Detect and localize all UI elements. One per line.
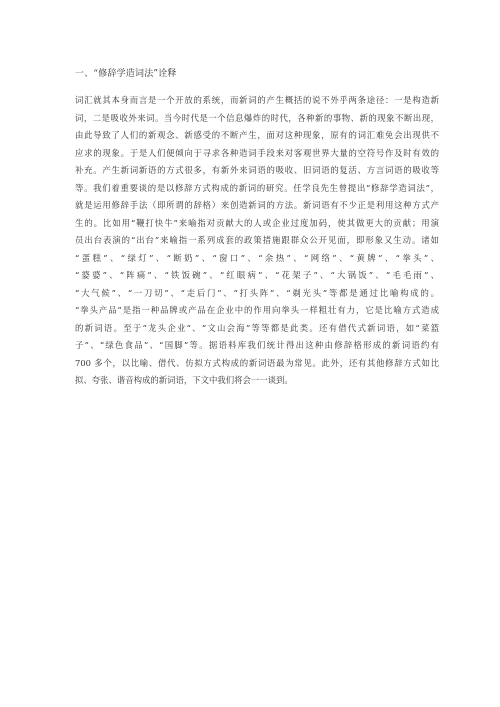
document-body	[75, 68, 439, 390]
text-line: 词汇就其本身而言是一个开放的系统，而新词的产生概括的说不外乎两条途径：一是构造新	[75, 95, 439, 105]
text-line: 就是运用修辞手法（即所谓的辞格）来创造新词的方法。新词语有不少正是利用这种方式产	[75, 200, 439, 210]
text-line: 词，二是吸收外来词。当今时代是一个信息爆炸的时代，各种新的事物、新的现象不断出现，	[75, 112, 439, 123]
text-line: 等。我们着重要谈的是以修辞方式构成的新词的研究。任学良先生曾提出“修辞学造词法”，	[75, 182, 439, 193]
text-line: 员出台表演的“出台”来喻指一系列成套的政策措施跟群众公开见面，即形象又生动。诸如	[75, 235, 439, 245]
text-line: 700 多个，以比喻、借代、仿拟方式构成的新词语最为常见。此外，还有其他修辞方式如比	[75, 357, 439, 368]
text-line: 应求的现象。于是人们便倾向于寻求各种造词手段来对客观世界大量的空符号作及时有效的	[75, 147, 439, 158]
text-line: “拳头产品”是指一种品牌或产品在企业中的作用向拳头一样粗壮有力，它是比喻方式造成	[75, 305, 439, 315]
text-line: 子”、“绿色食品”、“国脚”等。据语料库我们统计得出这种由修辞格形成的新词语约有	[75, 340, 439, 350]
section-heading: 一、“修辞学造词法”诠释	[75, 69, 177, 79]
body-paragraph	[75, 92, 439, 390]
text-line: “婆婆”、“阵痛”、“铁饭碗”、“红眼病”、“花架子”、“大锅饭”、“毛毛雨”、	[75, 270, 439, 280]
text-line: “蛋糕”、“绿灯”、“断奶”、“窗口”、“余热”、“网络”、“黄牌”、“拳头”、	[75, 252, 439, 263]
text-line: 的新词语。至于“龙头企业”、“文山会海”等等都是此类。还有借代式新词语，如“菜篮	[75, 322, 439, 333]
text-line: 由此导致了人们的新观念、新感受的不断产生，面对这种现象，原有的词汇难免会出现供不	[75, 130, 439, 140]
text-line: 生的。比如用“鞭打快牛”来喻指对贡献大的人或企业过度加码，使其做更大的贡献；用演	[75, 217, 439, 228]
text-line: “大气候”、“一刀切”、“走后门”、“打头阵”、“剃光头”等都是通过比喻构成的。	[75, 287, 439, 298]
text-line: 补充。产生新词新语的方式很多，有新外来词语的吸收、旧词语的复活、方言词语的吸收等	[75, 165, 439, 175]
text-line: 拟、夸张、谐音构成的新词语，下文中我们将会一一谈到。	[75, 375, 293, 385]
